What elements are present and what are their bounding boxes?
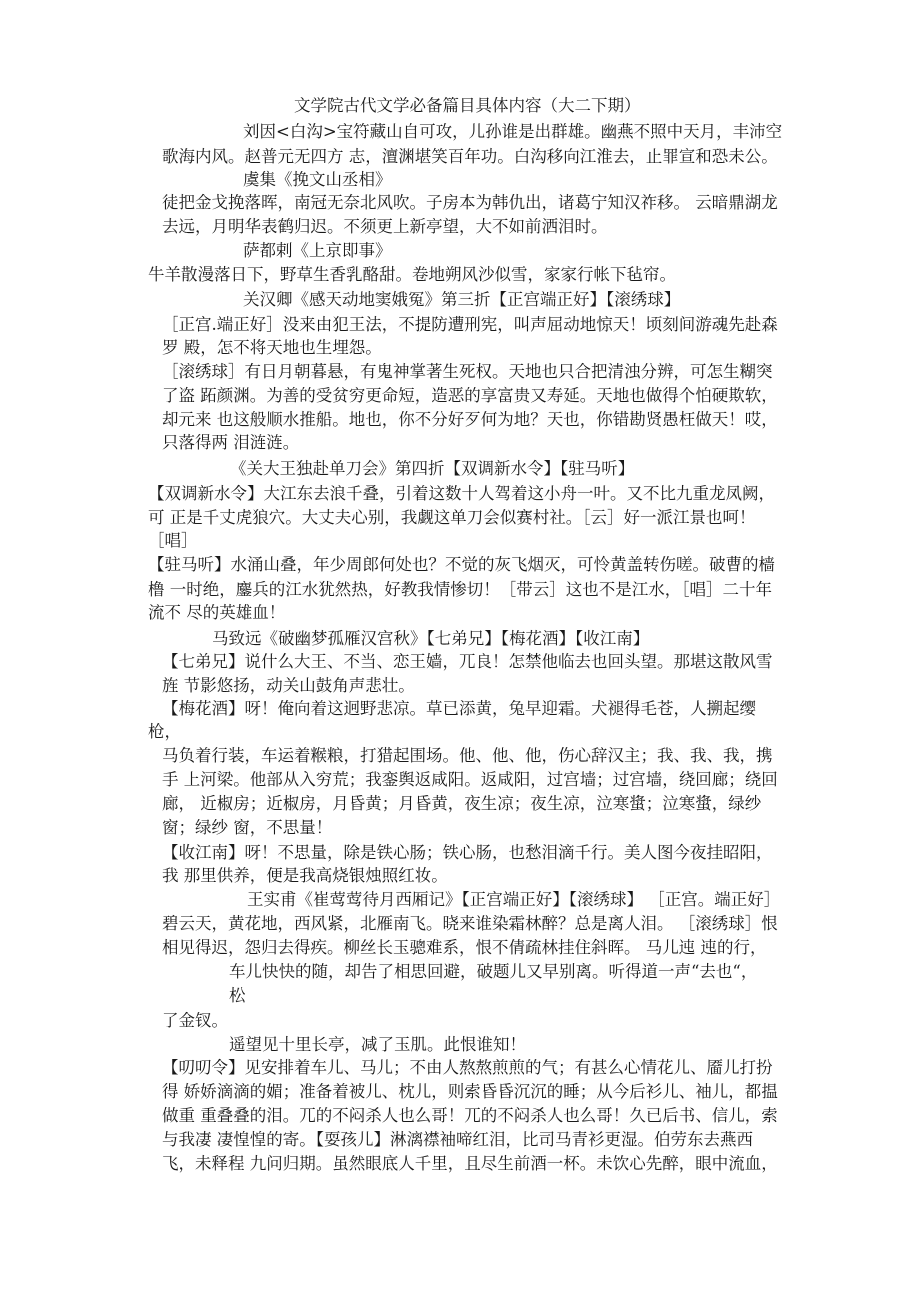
text-line: 【七弟兄】说什么大王、不当、恋王嫱，兀良！怎禁他临去也回头望。那堪这散风雪: [162, 652, 773, 671]
text-line: 与我凄 凄惶惶的寄。【耍孩儿】淋漓襟袖啼红泪，比司马青衫更湿。伯劳东去燕西: [162, 1130, 753, 1149]
text-line: 只落得两 泪涟涟。: [162, 433, 300, 452]
text-line: 旌 节影悠扬，动关山鼓角声悲壮。: [162, 676, 415, 695]
text-line: 【收江南】呀！不思量，除是铁心肠；铁心肠，也愁泪滴千行。美人图今夜挂昭阳，: [162, 843, 773, 862]
text-line: 去远，月明华表鹤归迟。不须更上新亭望，大不如前洒泪时。: [162, 217, 608, 236]
text-line: 【叨叨令】见安排着车儿、马儿；不由人熬熬煎煎的气；有甚么心情花儿、靥儿打扮: [162, 1058, 773, 1077]
text-line: 可 正是千丈虎狼穴。大丈夫心别，我觑这单刀会似赛村社。［云］好一派江景也呵！: [148, 508, 756, 527]
text-line: 【梅花酒】呀！俺向着这迥野悲凉。草已添黄，兔早迎霜。犬褪得毛苍，人搠起缨: [162, 699, 756, 718]
text-line: 歌海内风。赵普元无四方 志，澶渊堪笑百年功。白沟移向江淮去，止罪宣和恐未公。: [162, 147, 778, 166]
text-line: 枪，: [148, 722, 181, 741]
section-heading: 萨都剌《上京即事》: [243, 241, 392, 260]
section-heading: 关汉卿《感天动地窦娥冤》第三折【正宫端正好】【滚绣球】: [243, 290, 681, 309]
text-line: 相见得迟，怨归去得疾。柳丝长玉骢难系，恨不倩疏林挂住斜晖。 马儿迍 迍的行，: [162, 938, 767, 957]
text-line: 橹 一时绝，鏖兵的江水犹然热，好教我情惨切！［带云］这也不是江水，［唱］二十年: [148, 580, 772, 599]
text-line: 窗；绿纱 窗，不思量！: [162, 818, 333, 837]
text-line: 做重 重叠叠的泪。兀的不闷杀人也么哥！兀的不闷杀人也么哥！久已后书、信儿，索: [162, 1106, 778, 1125]
text-line: 了金钗。: [162, 1011, 228, 1030]
section-heading: 王实甫《崔莺莺待月西厢记》【正宫端正好】【滚绣球】 ［正宫。端正好］: [247, 890, 781, 909]
text-line: 徒把金戈挽落晖，南冠无奈北风吹。子房本为韩仇出，诸葛宁知汉祚移。 云暗鼎湖龙: [162, 193, 778, 212]
text-line: 我 那里供养，便是我高烧银烛照红妆。: [162, 866, 448, 885]
text-line: 马负着行装，车运着糇粮，打猎起围场。他、他、他，伤心辞汉主；我、我、我，携: [162, 746, 773, 765]
text-line: 了盗 跖颜渊。为善的受贫穷更命短，造恶的享富贵又寿延。天地也做得个怕硬欺软，: [162, 386, 778, 405]
text-line: 得 娇娇滴滴的媚；准备着被儿、枕儿，则索昏昏沉沉的睡；从今后衫儿、袖儿，都揾: [162, 1082, 778, 1101]
text-line: 车儿快快的随，却告了相思回避，破题儿又早别离。听得道一声“去也“，: [229, 962, 758, 981]
text-line: 牛羊散漫落日下，野草生香乳酪甜。卷地朔风沙似雪，家家行帐下毡帘。: [148, 265, 676, 284]
text-line: 松: [229, 986, 246, 1005]
text-line: 却元来 也这般顺水推船。地也，你不分好歹何为地？天也，你错勘贤愚枉做天！哎，: [162, 410, 778, 429]
text-line: 手 上河梁。他部从入穷荒；我銮舆返咸阳。返咸阳，过宫墙；过宫墙，绕回廊；绕回: [162, 770, 778, 789]
text-line: 流不 尽的英雄血！: [148, 603, 286, 622]
text-line: 罗 殿，怎不将天地也生埋怨。: [162, 338, 382, 357]
text-line: ［正宫.端正好］没来由犯王法，不提防遭刑宪，叫声屈动地惊天！顷刻间游魂先赴森: [162, 315, 778, 334]
text-line: 碧云天，黄花地，西风紧，北雁南飞。晓来谁染霜林醉？总是离人泪。 ［滚绣球］恨: [162, 914, 778, 933]
document-title: 文学院古代文学必备篇目具体内容（大二下期）: [294, 96, 641, 115]
text-line: 飞，未释程 九问归期。虽然眼底人千里，且尽生前酒一杯。未饮心先醉，眼中流血，: [162, 1154, 778, 1173]
section-heading: 虞集《挽文山丞相》: [243, 170, 392, 189]
text-line: 刘因<白沟>宝符藏山自可攻，儿孙谁是出群雄。幽燕不照中天月，丰沛空: [243, 122, 783, 141]
text-line: 【双调新水令】大江东去浪千叠，引着这数十人驾着这小舟一叶。又不比九重龙凤阙，: [148, 484, 775, 503]
text-line: ［滚绣球］有日月朝暮悬，有鬼神掌著生死权。天地也只合把清浊分辨，可怎生糊突: [162, 362, 773, 381]
text-line: 遥望见十里长亭，减了玉肌。此恨谁知！: [229, 1035, 526, 1054]
text-line: 廊， 近椒房；近椒房，月昏黄；月昏黄，夜生凉；夜生凉，泣寒螀；泣寒螀，绿纱: [162, 794, 762, 813]
text-line: 【驻马听】水涌山叠，年少周郎何处也？不觉的灰飞烟灭，可怜黄盖转伤嗟。破曹的樯: [148, 555, 775, 574]
section-heading: 马致远《破幽梦孤雁汉宫秋》【七弟兄】【梅花酒】【收江南】: [212, 629, 650, 648]
section-heading: 《关大王独赴单刀会》第四折【双调新水令】【驻马听】: [230, 459, 635, 478]
text-line: ［唱］: [148, 531, 198, 550]
